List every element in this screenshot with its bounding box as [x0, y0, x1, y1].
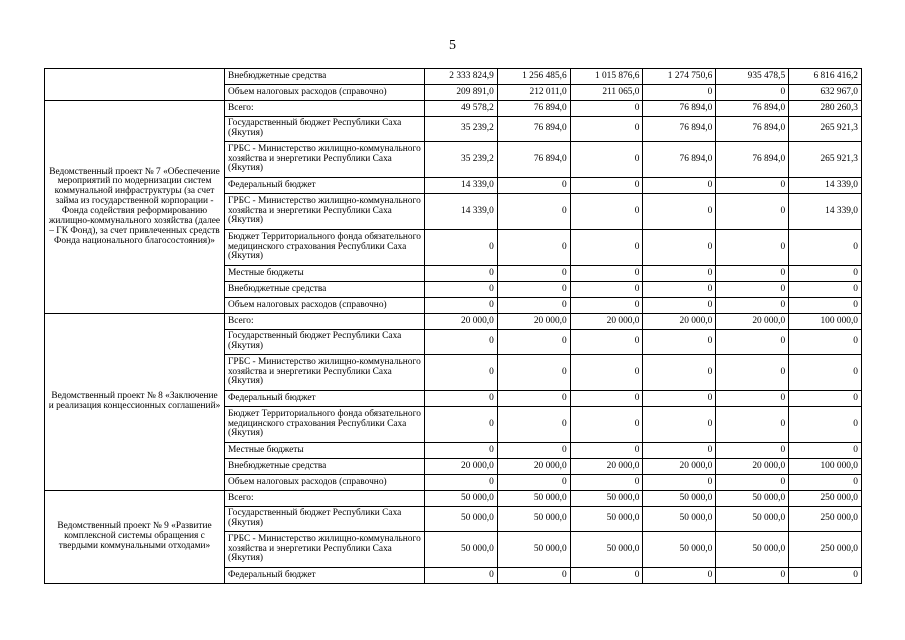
value-cell: 0 [497, 230, 570, 266]
value-cell: 0 [497, 355, 570, 391]
value-cell: 0 [570, 117, 643, 142]
value-cell: 0 [643, 282, 716, 298]
value-cell: 0 [716, 443, 789, 459]
row-label: ГРБС - Министерство жилищно-коммунального хозяйства и энергетики Республики Саха (Якутия) [225, 142, 425, 178]
row-label: Федеральный бюджет [225, 568, 425, 584]
row-label: Федеральный бюджет [225, 391, 425, 407]
value-cell: 0 [570, 407, 643, 443]
value-cell: 212 011,0 [497, 85, 570, 101]
table-row [45, 101, 862, 117]
project-title: Ведомственный проект № 9 «Развитие комплексной системы обращения с твердыми коммунальными отходами» [45, 491, 225, 584]
table-row [45, 314, 862, 330]
value-cell: 0 [425, 355, 498, 391]
value-cell: 0 [570, 443, 643, 459]
table-row [45, 69, 862, 85]
row-label: Внебюджетные средства [225, 459, 425, 475]
value-cell: 0 [643, 85, 716, 101]
value-cell: 35 239,2 [425, 142, 498, 178]
value-cell: 0 [716, 355, 789, 391]
value-cell: 0 [789, 568, 862, 584]
value-cell: 0 [789, 355, 862, 391]
project-title: Ведомственный проект № 7 «Обеспечение мероприятий по модернизации систем коммунальной инфраструктуры (за счет займа из государственной корпорации - Фонда содействия реформированию жилищно-коммунального хозяйства (далее – ГК Фонд), за счет привлеченных средств Фонда национального благосостояния)» [45, 101, 225, 314]
value-cell: 14 339,0 [789, 178, 862, 194]
value-cell: 1 015 876,6 [570, 69, 643, 85]
value-cell: 265 921,3 [789, 117, 862, 142]
value-cell: 0 [643, 230, 716, 266]
value-cell: 209 891,0 [425, 85, 498, 101]
value-cell: 0 [789, 391, 862, 407]
value-cell: 0 [497, 298, 570, 314]
value-cell: 76 894,0 [716, 142, 789, 178]
value-cell: 2 333 824,9 [425, 69, 498, 85]
value-cell: 35 239,2 [425, 117, 498, 142]
value-cell: 50 000,0 [643, 532, 716, 568]
value-cell: 76 894,0 [643, 101, 716, 117]
row-label: Государственный бюджет Республики Саха (Якутия) [225, 117, 425, 142]
value-cell: 20 000,0 [425, 459, 498, 475]
value-cell: 0 [497, 330, 570, 355]
value-cell: 0 [497, 407, 570, 443]
project-cell-continued [45, 69, 225, 101]
value-cell: 49 578,2 [425, 101, 498, 117]
value-cell: 0 [789, 407, 862, 443]
value-cell: 280 260,3 [789, 101, 862, 117]
value-cell: 50 000,0 [497, 507, 570, 532]
row-label: Местные бюджеты [225, 266, 425, 282]
value-cell: 0 [425, 266, 498, 282]
value-cell: 50 000,0 [497, 532, 570, 568]
value-cell: 0 [643, 330, 716, 355]
value-cell: 50 000,0 [643, 491, 716, 507]
value-cell: 0 [425, 330, 498, 355]
value-cell: 76 894,0 [497, 142, 570, 178]
value-cell: 0 [570, 355, 643, 391]
row-label: Государственный бюджет Республики Саха (Якутия) [225, 507, 425, 532]
row-label: ГРБС - Министерство жилищно-коммунального хозяйства и энергетики Республики Саха (Якутия) [225, 355, 425, 391]
row-label: Внебюджетные средства [225, 282, 425, 298]
value-cell: 20 000,0 [425, 314, 498, 330]
value-cell: 0 [789, 282, 862, 298]
value-cell: 0 [716, 330, 789, 355]
row-label: Местные бюджеты [225, 443, 425, 459]
value-cell: 0 [643, 298, 716, 314]
value-cell: 20 000,0 [716, 459, 789, 475]
value-cell: 50 000,0 [570, 507, 643, 532]
value-cell: 0 [497, 178, 570, 194]
value-cell: 0 [789, 266, 862, 282]
budget-table-body [45, 69, 862, 584]
value-cell: 0 [570, 298, 643, 314]
row-label: Федеральный бюджет [225, 178, 425, 194]
value-cell: 1 256 485,6 [497, 69, 570, 85]
value-cell: 76 894,0 [716, 117, 789, 142]
row-label: Всего: [225, 101, 425, 117]
value-cell: 0 [570, 142, 643, 178]
value-cell: 76 894,0 [497, 101, 570, 117]
value-cell: 100 000,0 [789, 314, 862, 330]
value-cell: 0 [425, 282, 498, 298]
value-cell: 0 [570, 282, 643, 298]
value-cell: 20 000,0 [570, 459, 643, 475]
value-cell: 0 [643, 568, 716, 584]
value-cell: 0 [716, 85, 789, 101]
row-label: Объем налоговых расходов (справочно) [225, 298, 425, 314]
row-label: Всего: [225, 491, 425, 507]
value-cell: 0 [716, 475, 789, 491]
value-cell: 0 [497, 475, 570, 491]
project-title: Ведомственный проект № 8 «Заключение и реализация концессионных соглашений» [45, 314, 225, 491]
value-cell: 50 000,0 [570, 532, 643, 568]
value-cell: 50 000,0 [497, 491, 570, 507]
value-cell: 0 [643, 266, 716, 282]
value-cell: 0 [716, 230, 789, 266]
value-cell: 250 000,0 [789, 532, 862, 568]
row-label: Бюджет Территориального фонда обязательного медицинского страхования Республики Саха (Якутия) [225, 407, 425, 443]
value-cell: 632 967,0 [789, 85, 862, 101]
value-cell: 0 [497, 568, 570, 584]
value-cell: 14 339,0 [425, 194, 498, 230]
value-cell: 0 [716, 298, 789, 314]
value-cell: 0 [570, 101, 643, 117]
value-cell: 0 [497, 194, 570, 230]
value-cell: 0 [497, 266, 570, 282]
row-label: Бюджет Территориального фонда обязательного медицинского страхования Республики Саха (Якутия) [225, 230, 425, 266]
value-cell: 0 [643, 391, 716, 407]
value-cell: 14 339,0 [425, 178, 498, 194]
value-cell: 0 [716, 568, 789, 584]
value-cell: 0 [643, 194, 716, 230]
value-cell: 0 [716, 178, 789, 194]
value-cell: 50 000,0 [643, 507, 716, 532]
value-cell: 100 000,0 [789, 459, 862, 475]
value-cell: 0 [643, 475, 716, 491]
value-cell: 265 921,3 [789, 142, 862, 178]
value-cell: 50 000,0 [716, 507, 789, 532]
value-cell: 0 [570, 230, 643, 266]
row-label: Государственный бюджет Республики Саха (Якутия) [225, 330, 425, 355]
value-cell: 50 000,0 [425, 507, 498, 532]
value-cell: 0 [425, 230, 498, 266]
row-label: ГРБС - Министерство жилищно-коммунального хозяйства и энергетики Республики Саха (Якутия) [225, 532, 425, 568]
value-cell: 0 [570, 266, 643, 282]
value-cell: 0 [425, 475, 498, 491]
value-cell: 0 [789, 443, 862, 459]
value-cell: 250 000,0 [789, 507, 862, 532]
value-cell: 0 [716, 266, 789, 282]
value-cell: 0 [716, 391, 789, 407]
value-cell: 20 000,0 [643, 459, 716, 475]
value-cell: 14 339,0 [789, 194, 862, 230]
value-cell: 0 [716, 282, 789, 298]
value-cell: 20 000,0 [716, 314, 789, 330]
budget-table [44, 68, 862, 584]
value-cell: 0 [570, 330, 643, 355]
value-cell: 0 [497, 391, 570, 407]
value-cell: 0 [716, 407, 789, 443]
value-cell: 0 [570, 568, 643, 584]
value-cell: 50 000,0 [716, 491, 789, 507]
value-cell: 0 [570, 475, 643, 491]
value-cell: 0 [425, 568, 498, 584]
value-cell: 0 [425, 298, 498, 314]
value-cell: 50 000,0 [425, 532, 498, 568]
value-cell: 0 [570, 178, 643, 194]
value-cell: 6 816 416,2 [789, 69, 862, 85]
value-cell: 0 [425, 443, 498, 459]
value-cell: 0 [643, 407, 716, 443]
value-cell: 211 065,0 [570, 85, 643, 101]
value-cell: 0 [643, 355, 716, 391]
value-cell: 0 [425, 407, 498, 443]
value-cell: 0 [716, 194, 789, 230]
value-cell: 1 274 750,6 [643, 69, 716, 85]
row-label: Всего: [225, 314, 425, 330]
value-cell: 50 000,0 [570, 491, 643, 507]
value-cell: 76 894,0 [716, 101, 789, 117]
page-number: 5 [449, 38, 456, 53]
value-cell: 0 [570, 194, 643, 230]
value-cell: 250 000,0 [789, 491, 862, 507]
value-cell: 20 000,0 [643, 314, 716, 330]
row-label: Внебюджетные средства [225, 69, 425, 85]
value-cell: 0 [425, 391, 498, 407]
value-cell: 50 000,0 [425, 491, 498, 507]
value-cell: 0 [570, 391, 643, 407]
value-cell: 20 000,0 [497, 459, 570, 475]
value-cell: 0 [643, 178, 716, 194]
value-cell: 0 [789, 298, 862, 314]
value-cell: 0 [497, 282, 570, 298]
value-cell: 76 894,0 [497, 117, 570, 142]
value-cell: 20 000,0 [570, 314, 643, 330]
value-cell: 50 000,0 [716, 532, 789, 568]
row-label: ГРБС - Министерство жилищно-коммунального хозяйства и энергетики Республики Саха (Якутия) [225, 194, 425, 230]
row-label: Объем налоговых расходов (справочно) [225, 475, 425, 491]
value-cell: 0 [497, 443, 570, 459]
value-cell: 0 [789, 475, 862, 491]
table-row [45, 491, 862, 507]
value-cell: 0 [789, 230, 862, 266]
row-label: Объем налоговых расходов (справочно) [225, 85, 425, 101]
value-cell: 0 [789, 330, 862, 355]
value-cell: 20 000,0 [497, 314, 570, 330]
value-cell: 935 478,5 [716, 69, 789, 85]
value-cell: 76 894,0 [643, 117, 716, 142]
value-cell: 76 894,0 [643, 142, 716, 178]
value-cell: 0 [643, 443, 716, 459]
